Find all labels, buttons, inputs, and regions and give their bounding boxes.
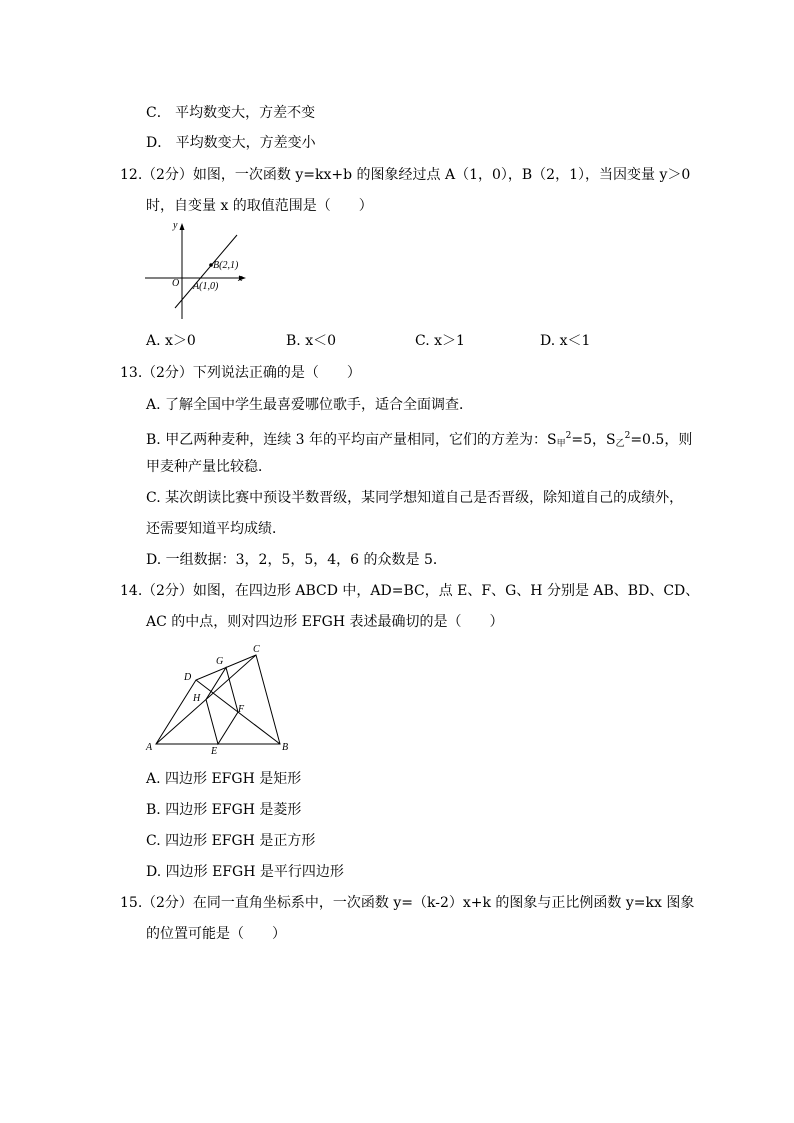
x-axis-label: x (238, 273, 243, 284)
q13-number: 13. (120, 365, 143, 381)
q13-stem: （2分）下列说法正确的是（ ） (142, 365, 361, 381)
variance-subscript-jia: 甲 (556, 439, 566, 449)
variance-exponent-yi: 2 (624, 431, 631, 441)
origin-label: O (172, 278, 180, 289)
vertex-d-label: D (184, 672, 192, 683)
q13-option-a: A. 了解全国中学生最喜爱哪位歌手，适合全面调查． (146, 397, 474, 413)
q11-option-c: C． 平均数变大，方差不变 (146, 105, 316, 121)
midpoint-g-label: G (216, 656, 224, 667)
q14-option-d: D. 四边形 EFGH 是平行四边形 (146, 864, 344, 880)
q12-option-a: A. x＞0 (146, 333, 196, 349)
q13-option-c-line2: 还需要知道平均成绩． (146, 521, 286, 537)
q14-stem-line2: AC 的中点，则对四边形 EFGH 表述最确切的是（ ） (146, 614, 504, 630)
q12-option-c: C. x＞1 (415, 333, 465, 349)
q15-number: 15. (120, 895, 143, 911)
vertex-c-label: C (253, 644, 260, 655)
function-line (175, 235, 237, 308)
q12-option-b: B. x＜0 (286, 333, 336, 349)
q13-option-b-line2: 甲麦种产量比较稳． (146, 459, 272, 475)
q13-option-d: D. 一组数据：3，2，5，5，4，6 的众数是 5． (146, 552, 447, 568)
q14-stem-line1: （2分）如图，在四边形 ABCD 中，AD=BC，点 E、F、G、H 分别是 AB、BD、CD、 (142, 583, 700, 599)
q14-option-b: B. 四边形 EFGH 是菱形 (146, 802, 302, 818)
q13-option-b-post: =0.5，则 (630, 432, 693, 448)
q15-stem-line2: 的位置可能是（ ） (146, 926, 286, 942)
vertex-b-label: B (282, 742, 289, 753)
point-b-label: B(2,1) (213, 260, 239, 271)
q12-stem-line2: 时，自变量 x 的取值范围是（ ） (146, 198, 373, 214)
q12-option-d: D. x＜1 (540, 333, 591, 349)
q14-number: 14. (120, 583, 143, 599)
q13-option-b-line1 (146, 427, 692, 453)
q13-option-b-mid: =5，S (571, 432, 616, 448)
y-axis-arrow (180, 223, 185, 230)
q13-option-b-pre: B. 甲乙两种麦种，连续 3 年的平均亩产量相同，它们的方差为：S (146, 432, 557, 448)
q12-stem-line1: （2分）如图，一次函数 y=kx+b 的图象经过点 A（1，0），B（2，1），当因变量 y＞0 (142, 167, 691, 183)
q11-option-d: D． 平均数变大，方差变小 (146, 135, 316, 151)
quadrilateral-abcd (156, 655, 280, 744)
q12-number: 12. (120, 167, 143, 183)
midpoint-f-label: F (238, 704, 245, 715)
q15-stem-line1: （2分）在同一直角坐标系中，一次函数 y=（k-2）x+k 的图象与正比例函数 y=kx 图象 (142, 895, 695, 911)
q12-graph-figure (140, 220, 255, 322)
q13-option-c-line1: C. 某次朗读比赛中预设半数晋级，某同学想知道自己是否晋级，除知道自己的成绩外， (146, 490, 684, 506)
quadrilateral-efgh (206, 668, 238, 745)
midpoint-e-label: E (211, 746, 218, 757)
midpoint-h-label: H (193, 693, 201, 704)
variance-subscript-yi: 乙 (615, 439, 625, 449)
vertex-a-label: A (146, 742, 153, 753)
variance-exponent-jia: 2 (565, 431, 572, 441)
q14-option-c: C. 四边形 EFGH 是正方形 (146, 833, 316, 849)
q14-option-a: A. 四边形 EFGH 是矩形 (146, 771, 302, 787)
y-axis-label: y (173, 220, 178, 231)
q14-quadrilateral-figure (140, 640, 300, 760)
point-a-label: A(1,0) (193, 281, 219, 292)
